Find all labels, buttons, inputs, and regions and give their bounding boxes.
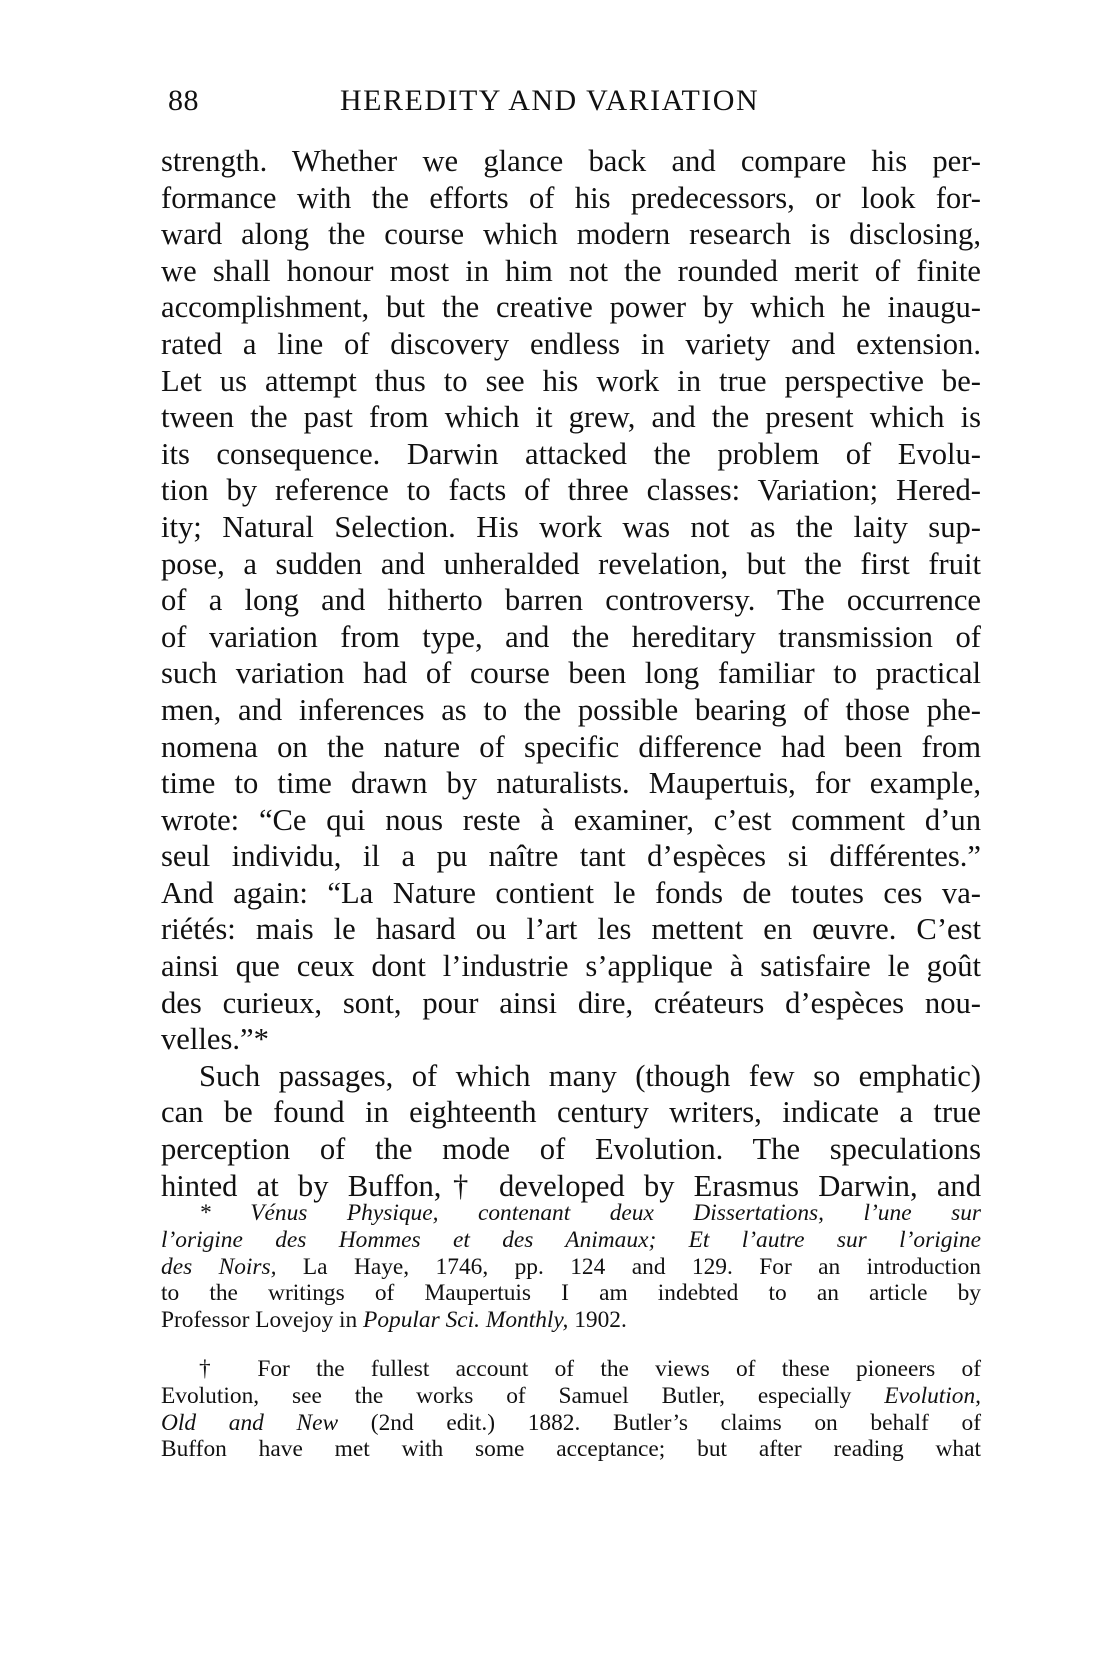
page-number: 88 xyxy=(168,84,199,117)
text-line: hinted at by Buffon,† developed by Erasmus Darwin, and xyxy=(161,1168,981,1203)
text-line: ity; Natural Selection. His work was not as the laity sup- xyxy=(161,509,981,544)
footnote-italic-text: des Noirs, xyxy=(161,1253,277,1280)
footnote-line xyxy=(161,1410,981,1437)
text-line: nomena on the nature of specific difference had been from xyxy=(161,729,981,764)
text-line: tween the past from which it grew, and the present which is xyxy=(161,400,981,435)
text-line: of a long and hitherto barren controversy. The occurrence xyxy=(161,583,981,618)
text-line: des curieux, sont, pour ainsi dire, créateurs d’espèces nou- xyxy=(161,985,981,1020)
body-text xyxy=(161,143,981,1204)
footnote-line xyxy=(161,1254,981,1281)
footnote-italic-text: Evolution, xyxy=(884,1382,981,1409)
text-line: men, and inferences as to the possible bearing of those phe- xyxy=(161,692,981,727)
footnote-italic-text: l’origine des Hommes et des Animaux; Et l’autre sur l’origine xyxy=(161,1226,981,1253)
text-line: ainsi que ceux dont l’industrie s’applique à satisfaire le goût xyxy=(161,949,981,984)
text-line: accomplishment, but the creative power by which he inaugu- xyxy=(161,290,981,325)
footnote-line: to the writings of Maupertuis I am indebted to an article by xyxy=(161,1280,981,1307)
footnote-italic-text: Old and New xyxy=(161,1409,339,1436)
footnote-line xyxy=(161,1383,981,1410)
footnote-asterisk xyxy=(161,1200,981,1334)
footnote-line: † For the fullest account of the views of these pioneers of xyxy=(199,1355,981,1382)
footnote-text: Professor Lovejoy in xyxy=(161,1307,364,1334)
text-line: ward along the course which modern research is disclosing, xyxy=(161,217,981,252)
text-line: of variation from type, and the hereditary transmission of xyxy=(161,619,981,654)
text-line: tion by reference to facts of three classes: Variation; Hered- xyxy=(161,473,981,508)
text-line: Let us attempt thus to see his work in true perspective be- xyxy=(161,363,981,398)
text-line: time to time drawn by naturalists. Maupertuis, for example, xyxy=(161,766,981,801)
text-line: seul individu, il a pu naître tant d’espèces si différentes.” xyxy=(161,839,981,874)
footnote-text: 1902. xyxy=(568,1307,627,1334)
text-line: wrote: “Ce qui nous reste à examiner, c’est comment d’un xyxy=(161,802,981,837)
footnote-text: (2nd edit.) 1882. Butler’s claims on behalf of xyxy=(338,1409,982,1436)
footnote-line xyxy=(161,1307,981,1334)
footnotes xyxy=(161,1200,981,1485)
footnote-text: La Haye, 1746, pp. 124 and 129. For an introduction xyxy=(276,1253,981,1280)
text-line: perception of the mode of Evolution. The speculations xyxy=(161,1132,981,1167)
page-header xyxy=(160,78,980,128)
text-line: strength. Whether we glance back and compare his per- xyxy=(161,144,981,178)
footnote-line: Buffon have met with some acceptance; but after reading what xyxy=(161,1436,981,1463)
text-line: such variation had of course been long familiar to practical xyxy=(161,656,981,691)
text-line: its consequence. Darwin attacked the problem of Evolu- xyxy=(161,436,981,471)
footnote-italic-text: Popular Sci. Monthly, xyxy=(363,1307,569,1334)
text-line: can be found in eighteenth century writers, indicate a true xyxy=(161,1095,981,1130)
running-title: HEREDITY AND VARIATION xyxy=(340,84,760,117)
footnote-line xyxy=(161,1200,981,1227)
text-line: velles.”* xyxy=(161,1022,269,1057)
footnote-text: Evolution, see the works of Samuel Butler, especially xyxy=(161,1382,885,1409)
text-line: pose, a sudden and unheralded revelation, but the first fruit xyxy=(161,546,981,581)
footnote-italic-text: * Vénus Physique, contenant deux Dissertations, l’une sur xyxy=(199,1200,981,1226)
footnote-dagger xyxy=(161,1356,981,1463)
text-line: And again: “La Nature contient le fonds de toutes ces va- xyxy=(161,875,981,910)
text-line: formance with the efforts of his predecessors, or look for- xyxy=(161,180,981,215)
footnote-line xyxy=(161,1227,981,1254)
paragraph-start-line: Such passages, of which many (though few so emphatic) xyxy=(199,1058,981,1093)
text-line: we shall honour most in him not the rounded merit of finite xyxy=(161,253,981,288)
text-line: rated a line of discovery endless in variety and extension. xyxy=(161,326,981,361)
text-line: riétés: mais le hasard ou l’art les mettent en œuvre. C’est xyxy=(161,912,981,947)
